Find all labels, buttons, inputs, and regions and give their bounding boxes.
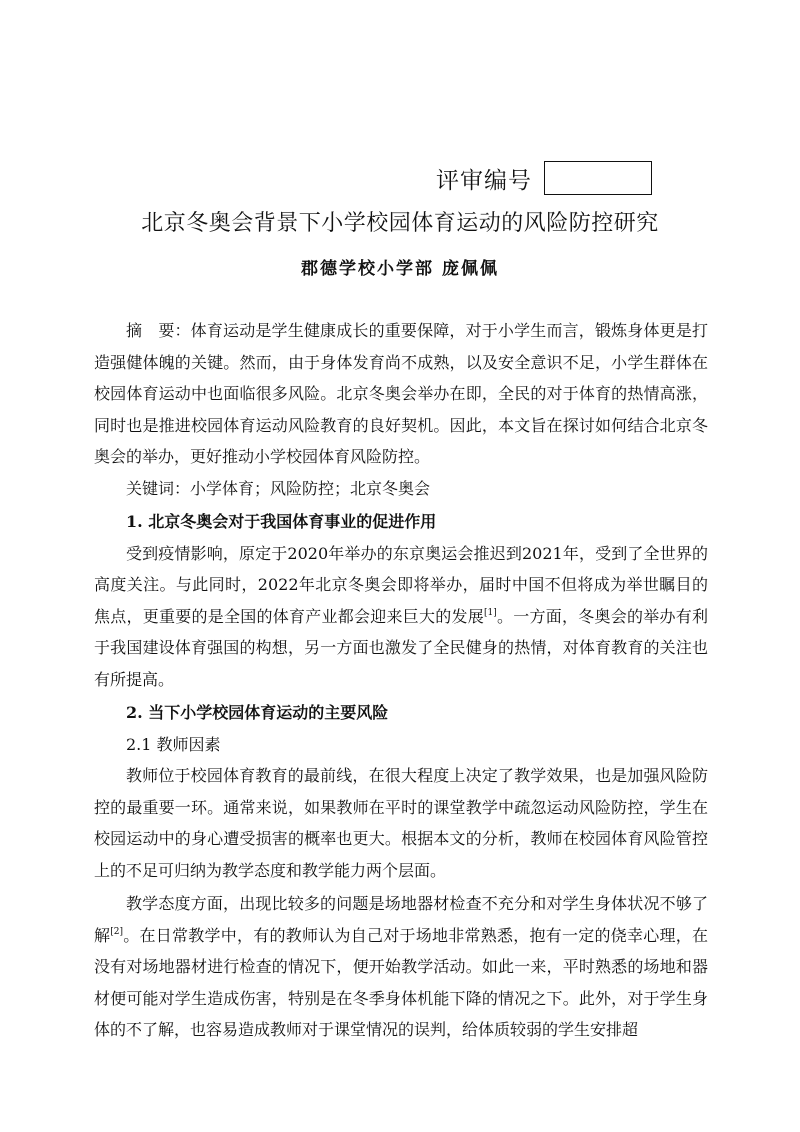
paper-title: 北京冬奥会背景下小学校园体育运动的风险防控研究 xyxy=(141,211,659,236)
review-number-label: 评审编号 xyxy=(436,167,532,194)
keywords: 关键词：小学体育；风险防控；北京冬奥会 xyxy=(126,478,431,498)
section-2-1-paragraph-2: 教学态度方面，出现比较多的问题是场地器材检查不充分和对学生身体状况不够了解[2]。在日常教学中，有的教师认为自己对于场地非常熟悉，抱有一定的侥幸心理，在没有对场地器材进行检查的情况下，便开始教学活动。如此一来，平时熟悉的场地和器材便可能对学生造成伤害，特别是在冬季身体机能下降的情况之下。此外，对于学生身体的不了解，也容易造成教师对于课堂情况的误判，给体质较弱的学生安排超 xyxy=(94,894,708,1039)
review-number-box xyxy=(544,161,652,195)
section-2-1-paragraph-1: 教师位于校园体育教育的最前线，在很大程度上决定了教学效果，也是加强风险防控的最重要一环。通常来说，如果教师在平时的课堂教学中疏忽运动风险防控，学生在校园运动中的身心遭受损害的概率也更大。根据本文的分析，教师在校园体育风险管控上的不足可归纳为教学态度和教学能力两个层面。 xyxy=(94,766,708,880)
review-number xyxy=(436,158,652,198)
section-1-paragraph: 受到疫情影响，原定于2020年举办的东京奥运会推迟到2021年，受到了全世界的高度关注。与此同时，2022年北京冬奥会即将举办，届时中国不但将成为举世瞩目的焦点，更重要的是全国的体育产业都会迎来巨大的发展[1]。一方面，冬奥会的举办有利于我国建设体育强国的构想，另一方面也激发了全民健身的热情，对体育教育的关注也有所提高。 xyxy=(94,543,708,689)
citation-2: [2] xyxy=(110,926,123,937)
paper-body xyxy=(94,315,708,1046)
section-2-1-heading: 2.1 教师因素 xyxy=(126,734,221,754)
section-1-heading: 1. 北京冬奥会对于我国体育事业的促进作用 xyxy=(126,512,437,531)
author-line: 郡德学校小学部 庞佩佩 xyxy=(301,259,499,279)
citation-1: [1] xyxy=(483,607,497,618)
abstract: 摘 要：体育运动是学生健康成长的重要保障，对于小学生而言，锻炼身体更是打造强健体魄的关键。然而，由于身体发育尚不成熟，以及安全意识不足，小学生群体在校园体育运动中也面临很多风险。北京冬奥会举办在即，全民的对于体育的热情高涨，同时也是推进校园体育运动风险教育的良好契机。因此，本文旨在探讨如何结合北京冬奥会的举办，更好推动小学校园体育风险防控。 xyxy=(94,321,708,466)
section-2-heading: 2. 当下小学校园体育运动的主要风险 xyxy=(126,703,389,722)
